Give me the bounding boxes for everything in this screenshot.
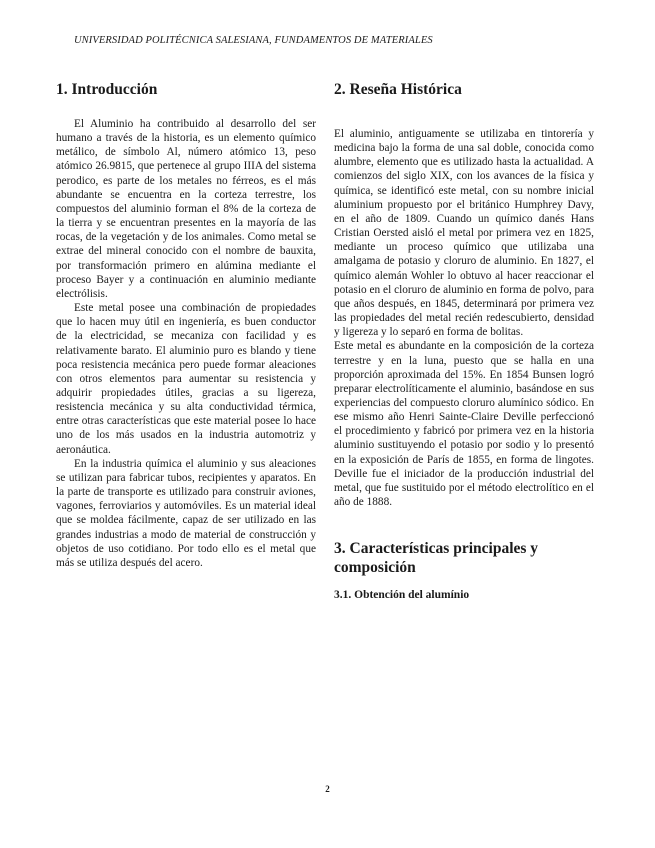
paragraph: El aluminio, antiguamente se utilizaba en tintorería y medicina bajo la forma de una sal doble, conocida como alumbre, elemento que es utilizado hasta la actualidad. A comienzos del siglo XIX, con los avances de la física y química, se identificó este metal, con su nombre inicial aluminium propuesto por el británico Humphrey Davy, en el año de 1809. Cuando un químico danés Hans Cristian Oersted aisló el metal por primera vez en 1825, mediante un proceso químico que utilizaba una amalgama de potasio y cloruro de aluminio. En 1827, el químico alemán Wohler lo obtuvo al hacer reaccionar el potasio en el cloruro de aluminio en forma de polvo, para que años después, en 1845, determinará por primera vez las propiedades del metal recién redescubierto, densidad y ligereza y lo separó en forma de bolitas. [334,128,594,339]
right-column [334,74,594,601]
paragraph: Este metal posee una combinación de propiedades que lo hacen muy útil en ingeniería, es buen conductor de la electricidad, se mecaniza con facilidad y es relativamente barato. El aluminio puro es blando y tiene poca resistencia mecánica pero puede formar aleaciones con otros elementos para aumentar su resistencia y adquirir propiedades útiles, gracias a su ligereza, resistencia mecánica y su alta conductividad térmica, entre otras características que este material posee lo hace uno de los más usados en la industria automotriz y aeronáutica. [56,302,316,456]
paragraph: El Aluminio ha contribuido al desarrollo del ser humano a través de la historia, es un elemento químico metálico, de símbolo Al, número atómico 13, peso atómico 26.9815, que pertenece al grupo IIIA del sistema perodico, es parte de los metales no férreos, es el más abundante se encuentra en la corteza terrestre, los compuestos del aluminio forman el 8% de la corteza de la tierra y se encuentran presentes en la mayoría de las rocas, de la vegetación y de los animales. Como metal se extrae del mineral conocido con el nombre de bauxita, por transformación primero en alúmina mediante el proceso Bayer y a continuación en aluminio mediante electrólisis. [56,118,316,300]
running-header: UNIVERSIDAD POLITÉCNICA SALESIANA, FUNDAMENTOS DE MATERIALES [74,35,433,46]
paragraph: En la industria química el aluminio y sus aleaciones se utilizan para fabricar tubos, recipientes y aparatos. En la parte de transporte es utilizado para construir aviones, vagones, ferroviarios y automóviles. Es un material ideal que se moldea fácilmente, capaz de ser utilizado en las grandes industrias a modo de material de construcción y objetos de uso cotidiano. Por todo ello es el metal que más se utiliza después del acero. [56,457,316,569]
section-heading-introduccion: 1. Introducción [56,81,158,98]
page-number: 2 [325,784,330,794]
subsection-heading-obtencion: 3.1. Obtención del alumínio [334,589,470,602]
section-heading-resena-historica: 2. Reseña Histórica [334,81,462,98]
left-column [56,74,316,570]
section-heading-caracteristicas: 3. Características principales y composición [334,540,539,577]
paragraph: Este metal es abundante en la composición de la corteza terrestre y en la luna, puesto que se halla en una proporción aproximada del 15%. En 1854 Bunsen logró preparar electrolíticamente el aluminio, basándose en sus experiencias del compuesto cloruro alumínico sódico. En ese mismo año Henri Sainte-Claire Deville perfeccionó el procedimiento y fabricó por primera vez en la historia aluminio sustituyendo el potasio por sodio y lo presentó en la exposición de París de 1855, en forma de lingotes. Deville fue el iniciador de la producción industrial del metal, que fue sustituido por el método electrolítico en el año de 1888. [334,340,594,509]
